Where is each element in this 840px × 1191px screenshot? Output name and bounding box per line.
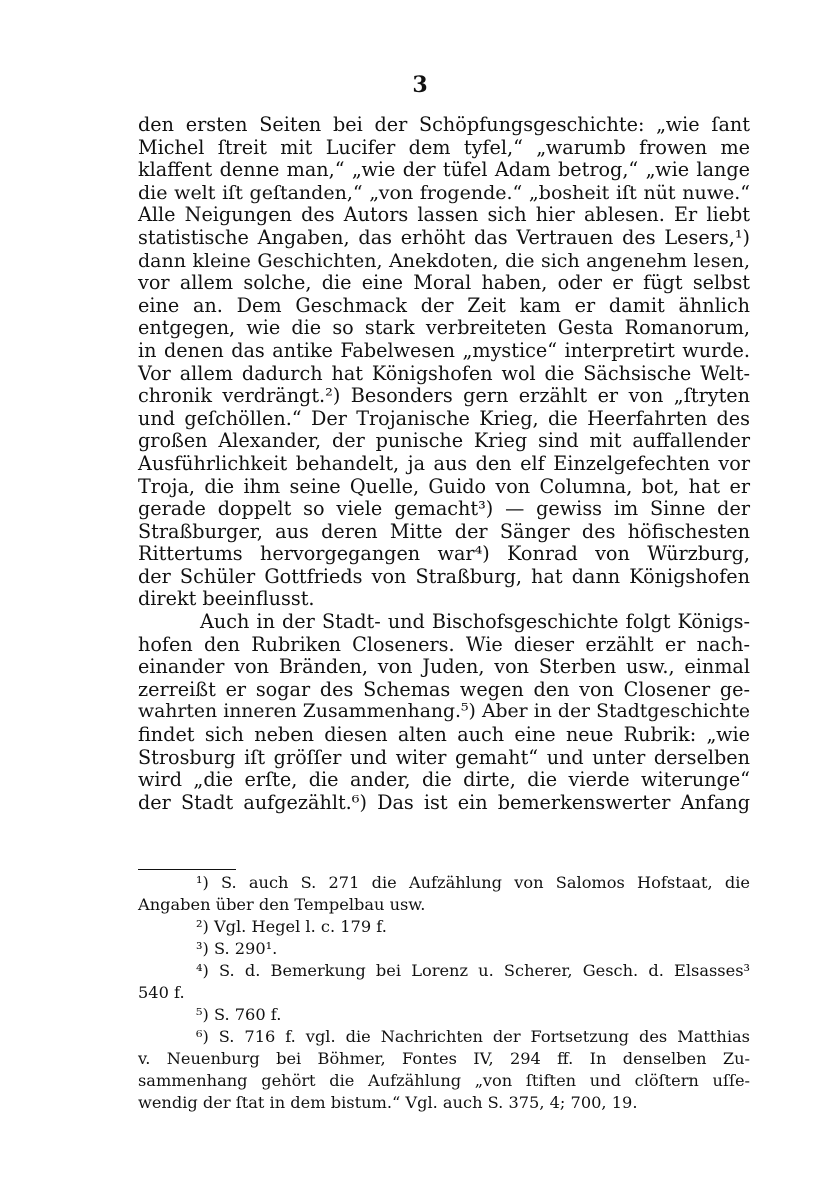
footnote-line: wendig der ſtat in dem bistum.“ Vgl. auch S. 375, 4; 700, 19.	[138, 1093, 638, 1112]
footnote-line: sammenhang gehört die Aufzählung „von ſtiften und clöſtern uſſe-	[138, 1071, 750, 1090]
footnote-line: ⁶) S. 716 f. vgl. die Nachrichten der Fortsetzung des Matthias	[196, 1027, 750, 1046]
text-line: Strosburg iſt gröſſer und witer gemaht“ und unter derselben	[138, 745, 750, 769]
footnote-separator	[138, 869, 236, 870]
text-line: vor allem solche, die eine Moral haben, oder er fügt selbst	[138, 271, 750, 295]
text-line: in denen das antike Fabelwesen „mystice“ interpretirt wurde.	[138, 338, 750, 362]
text-line: hofen den Rubriken Closeners. Wie dieser erzählt er nach-	[138, 632, 750, 656]
text-line: Michel ſtreit mit Lucifer dem tyfel,“ „warumb frowen me	[138, 135, 750, 159]
text-line: die welt iſt geſtanden,“ „von frogende.“ „bosheit iſt nüt nuwe.“	[138, 181, 750, 204]
text-line: gerade doppelt so viele gemacht³) — gewiss im Sinne der	[138, 497, 750, 521]
footnote-line: ¹) S. auch S. 271 die Aufzählung von Salomos Hofstaat, die	[196, 873, 750, 892]
footnote-line: v. Neuenburg bei Böhmer, Fontes IV, 294 ff. In denselben Zu-	[138, 1049, 750, 1068]
text-line: einander von Bränden, von Juden, von Sterben usw., einmal	[138, 655, 750, 679]
footnote-line: ³) S. 290¹.	[196, 939, 278, 958]
text-line: großen Alexander, der punische Krieg sind mit auffallender	[138, 429, 750, 453]
text-line: klaffent denne man,“ „wie der tüfel Adam betrog,“ „wie lange	[138, 158, 750, 182]
text-line: entgegen, wie die so stark verbreiteten Gesta Romanorum,	[138, 316, 750, 340]
text-line: dann kleine Geschichten, Anekdoten, die sich angenehm lesen,	[138, 249, 750, 272]
footnote-line: ⁵) S. 760 f.	[196, 1005, 282, 1024]
text-line: Ausführlichkeit behandelt, ja aus den elf Einzelgefechten vor	[138, 451, 750, 475]
main-text	[138, 114, 750, 814]
footnote-line: Angaben über den Tempelbau usw.	[138, 895, 426, 914]
footnote-line: ²) Vgl. Hegel l. c. 179 f.	[196, 917, 387, 936]
text-line: Straßburger, aus deren Mitte der Sänger des höfischesten	[138, 519, 750, 543]
text-line: eine an. Dem Geschmack der Zeit kam er damit ähnlich	[138, 293, 750, 317]
text-line: wird „die erſte, die ander, die dirte, die vierde witerunge“	[138, 768, 750, 792]
text-line: und geſchöllen.“ Der Trojanische Krieg, die Heerfahrten des	[138, 406, 750, 430]
text-line: Troja, die ihm seine Quelle, Guido von Columna, bot, hat er	[138, 474, 750, 498]
text-line: Rittertums hervorgegangen war⁴) Konrad von Würzburg,	[138, 542, 750, 566]
text-line: der Stadt aufgezählt.⁶) Das ist ein bemerkenswerter Anfang	[138, 790, 750, 814]
footnotes	[138, 872, 750, 1114]
text-line: Vor allem dadurch hat Königshofen wol die Sächsische Welt-	[138, 361, 750, 385]
text-line: Alle Neigungen des Autors lassen sich hier ablesen. Er liebt	[138, 203, 750, 227]
text-line: statistische Angaben, das erhöht das Vertrauen des Lesers,¹)	[138, 225, 750, 249]
text-line: Auch in der Stadt- und Bischofsgeschichte folgt Königs-	[200, 610, 750, 634]
text-line: den ersten Seiten bei der Schöpfungsgeschichte: „wie ſant	[138, 113, 750, 136]
text-line: chronik verdrängt.²) Besonders gern erzählt er von „ſtryten	[138, 384, 750, 408]
text-line: wahrten inneren Zusammenhang.⁵) Aber in der Stadtgeschichte	[138, 701, 750, 723]
text-line: findet sich neben diesen alten auch eine neue Rubrik: „wie	[138, 723, 750, 747]
footnote-line: 540 f.	[138, 983, 185, 1002]
page-number: 3	[412, 72, 428, 98]
text-line: zerreißt er sogar des Schemas wegen den von Closener ge-	[138, 677, 750, 701]
text-line: direkt beeinflusst.	[138, 587, 315, 611]
footnote-line: ⁴) S. d. Bemerkung bei Lorenz u. Scherer, Gesch. d. Elsasses³	[196, 961, 750, 980]
text-line: der Schüler Gottfrieds von Straßburg, hat dann Königshofen	[138, 564, 750, 588]
